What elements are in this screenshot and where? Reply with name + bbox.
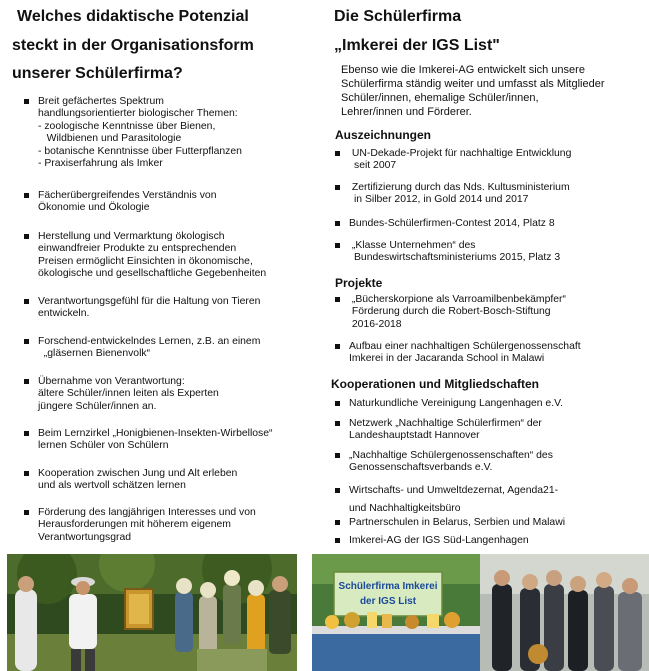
bullet-icon: [335, 221, 340, 226]
bullet-icon: [24, 99, 29, 104]
left-heading-line-2: steckt in der Organisationsform: [12, 37, 254, 54]
bullet-icon: [335, 488, 340, 493]
banner-title-line-2: der IGS List: [359, 596, 417, 607]
cooperation-item-2: Netzwerk „Nachhaltige Schülerfirmen“ der Landeshauptstadt Hannover: [335, 418, 542, 443]
potential-item-2: Fächerübergreifendes Verständnis von Ökonomie und Ökologie: [24, 190, 216, 215]
bullet-icon: [335, 401, 340, 406]
bullet-icon: [24, 510, 29, 515]
cooperation-item-3: „Nachhaltige Schülergenossenschaften“ des Genossenschaftsverbands e.V.: [335, 450, 553, 475]
exhibition-photo: [312, 554, 649, 671]
intro-text: Ebenso wie die Imkerei-AG entwickelt sich unsere Schülerfirma ständig weiter und umfasst als Mitglieder Schüler/innen, ehemalige Schüler/innen, Lehrer/innen und Förderer.: [341, 64, 605, 118]
potential-item-1: Breit gefächertes Spektrum handlungsorientierter biologischer Themen: - zoologische Kenntnisse über Bienen, Wildbienen und Parasitologie - botanische Kenntnisse über Futterpflanzen - Praxiserfahrung als Imker: [24, 96, 242, 170]
cooperation-item-6: Imkerei-AG der IGS Süd-Langenhagen: [335, 535, 529, 547]
bullet-icon: [335, 344, 340, 349]
bullet-icon: [335, 538, 340, 543]
award-item-4: „Klasse Unternehmen“ des Bundeswirtschaftsministeriums 2015, Platz 3: [335, 240, 560, 265]
bullet-icon: [335, 520, 340, 525]
potential-item-7: Beim Lernzirkel „Honigbienen-Insekten-Wirbellose“ lernen Schüler von Schülern: [24, 428, 272, 453]
left-heading-line-3: unserer Schülerfirma?: [12, 65, 183, 82]
bullet-icon: [335, 185, 340, 190]
bullet-icon: [335, 297, 340, 302]
bullet-icon: [335, 243, 340, 248]
section-title-cooperations: Kooperationen und Mitgliedschaften: [331, 377, 540, 391]
bullet-icon: [24, 193, 29, 198]
bullet-icon: [24, 471, 29, 476]
cooperation-item-4: Wirtschafts- und Umweltdezernat, Agenda21- und Nachhaltigkeitsbüro: [335, 482, 558, 518]
potential-item-4: Verantwortungsgefühl für die Haltung von Tieren entwickeln.: [24, 296, 260, 321]
award-item-1: UN-Dekade-Projekt für nachhaltige Entwicklung seit 2007: [335, 148, 571, 173]
right-heading-line-2: „Imkerei der IGS List": [334, 37, 500, 54]
bullet-icon: [335, 421, 340, 426]
bullet-icon: [24, 234, 29, 239]
potential-item-5: Forschend-entwickelndes Lernen, z.B. an einem „gläsernen Bienenvolk“: [24, 336, 260, 361]
bullet-icon: [24, 339, 29, 344]
banner-title-line-1: Schülerfirma Imkerei: [338, 581, 438, 592]
section-title-projects: Projekte: [335, 276, 383, 290]
potential-item-9: Förderung des langjährigen Interesses und von Herausforderungen mit höherem eigenem Verantwortungsgrad: [24, 507, 256, 544]
right-heading-line-1: Die Schülerfirma: [334, 8, 462, 25]
bullet-icon: [24, 379, 29, 384]
left-heading-line-1: Welches didaktische Potenzial: [17, 8, 249, 25]
project-item-2: Aufbau einer nachhaltigen Schülergenossenschaft Imkerei in der Jacaranda School in Malawi: [335, 341, 581, 366]
beekeeping-photo-image: [7, 554, 297, 671]
section-title-awards: Auszeichnungen: [335, 128, 432, 142]
project-item-1: „Bücherskorpione als Varroamilbenbekämpfer“ Förderung durch die Robert-Bosch-Stiftung 2016-2018: [335, 294, 566, 331]
cooperation-item-5: Partnerschulen in Belarus, Serbien und Malawi: [335, 517, 565, 529]
award-item-3: Bundes-Schülerfirmen-Contest 2014, Platz 8: [335, 218, 555, 230]
exhibition-photo-image: [312, 554, 649, 671]
potential-item-6: Übernahme von Verantwortung: ältere Schüler/innen leiten als Experten jüngere Schüler/innen an.: [24, 376, 219, 413]
bullet-icon: [335, 453, 340, 458]
potential-item-3: Herstellung und Vermarktung ökologisch einwandfreier Produkte zu entsprechenden Preisen ermöglicht Einsichten in ökonomische, ökologische und gesellschaftliche Gegebenheiten: [24, 231, 266, 281]
bullet-icon: [24, 431, 29, 436]
bullet-icon: [24, 299, 29, 304]
potential-item-8: Kooperation zwischen Jung und Alt erleben und als wertvoll schätzen lernen: [24, 468, 237, 493]
beekeeping-photo: [7, 554, 297, 671]
award-item-2: Zertifizierung durch das Nds. Kultusministerium in Silber 2012, in Gold 2014 und 2017: [335, 182, 570, 207]
cooperation-item-1: Naturkundliche Vereinigung Langenhagen e.V.: [335, 398, 563, 410]
bullet-icon: [335, 151, 340, 156]
